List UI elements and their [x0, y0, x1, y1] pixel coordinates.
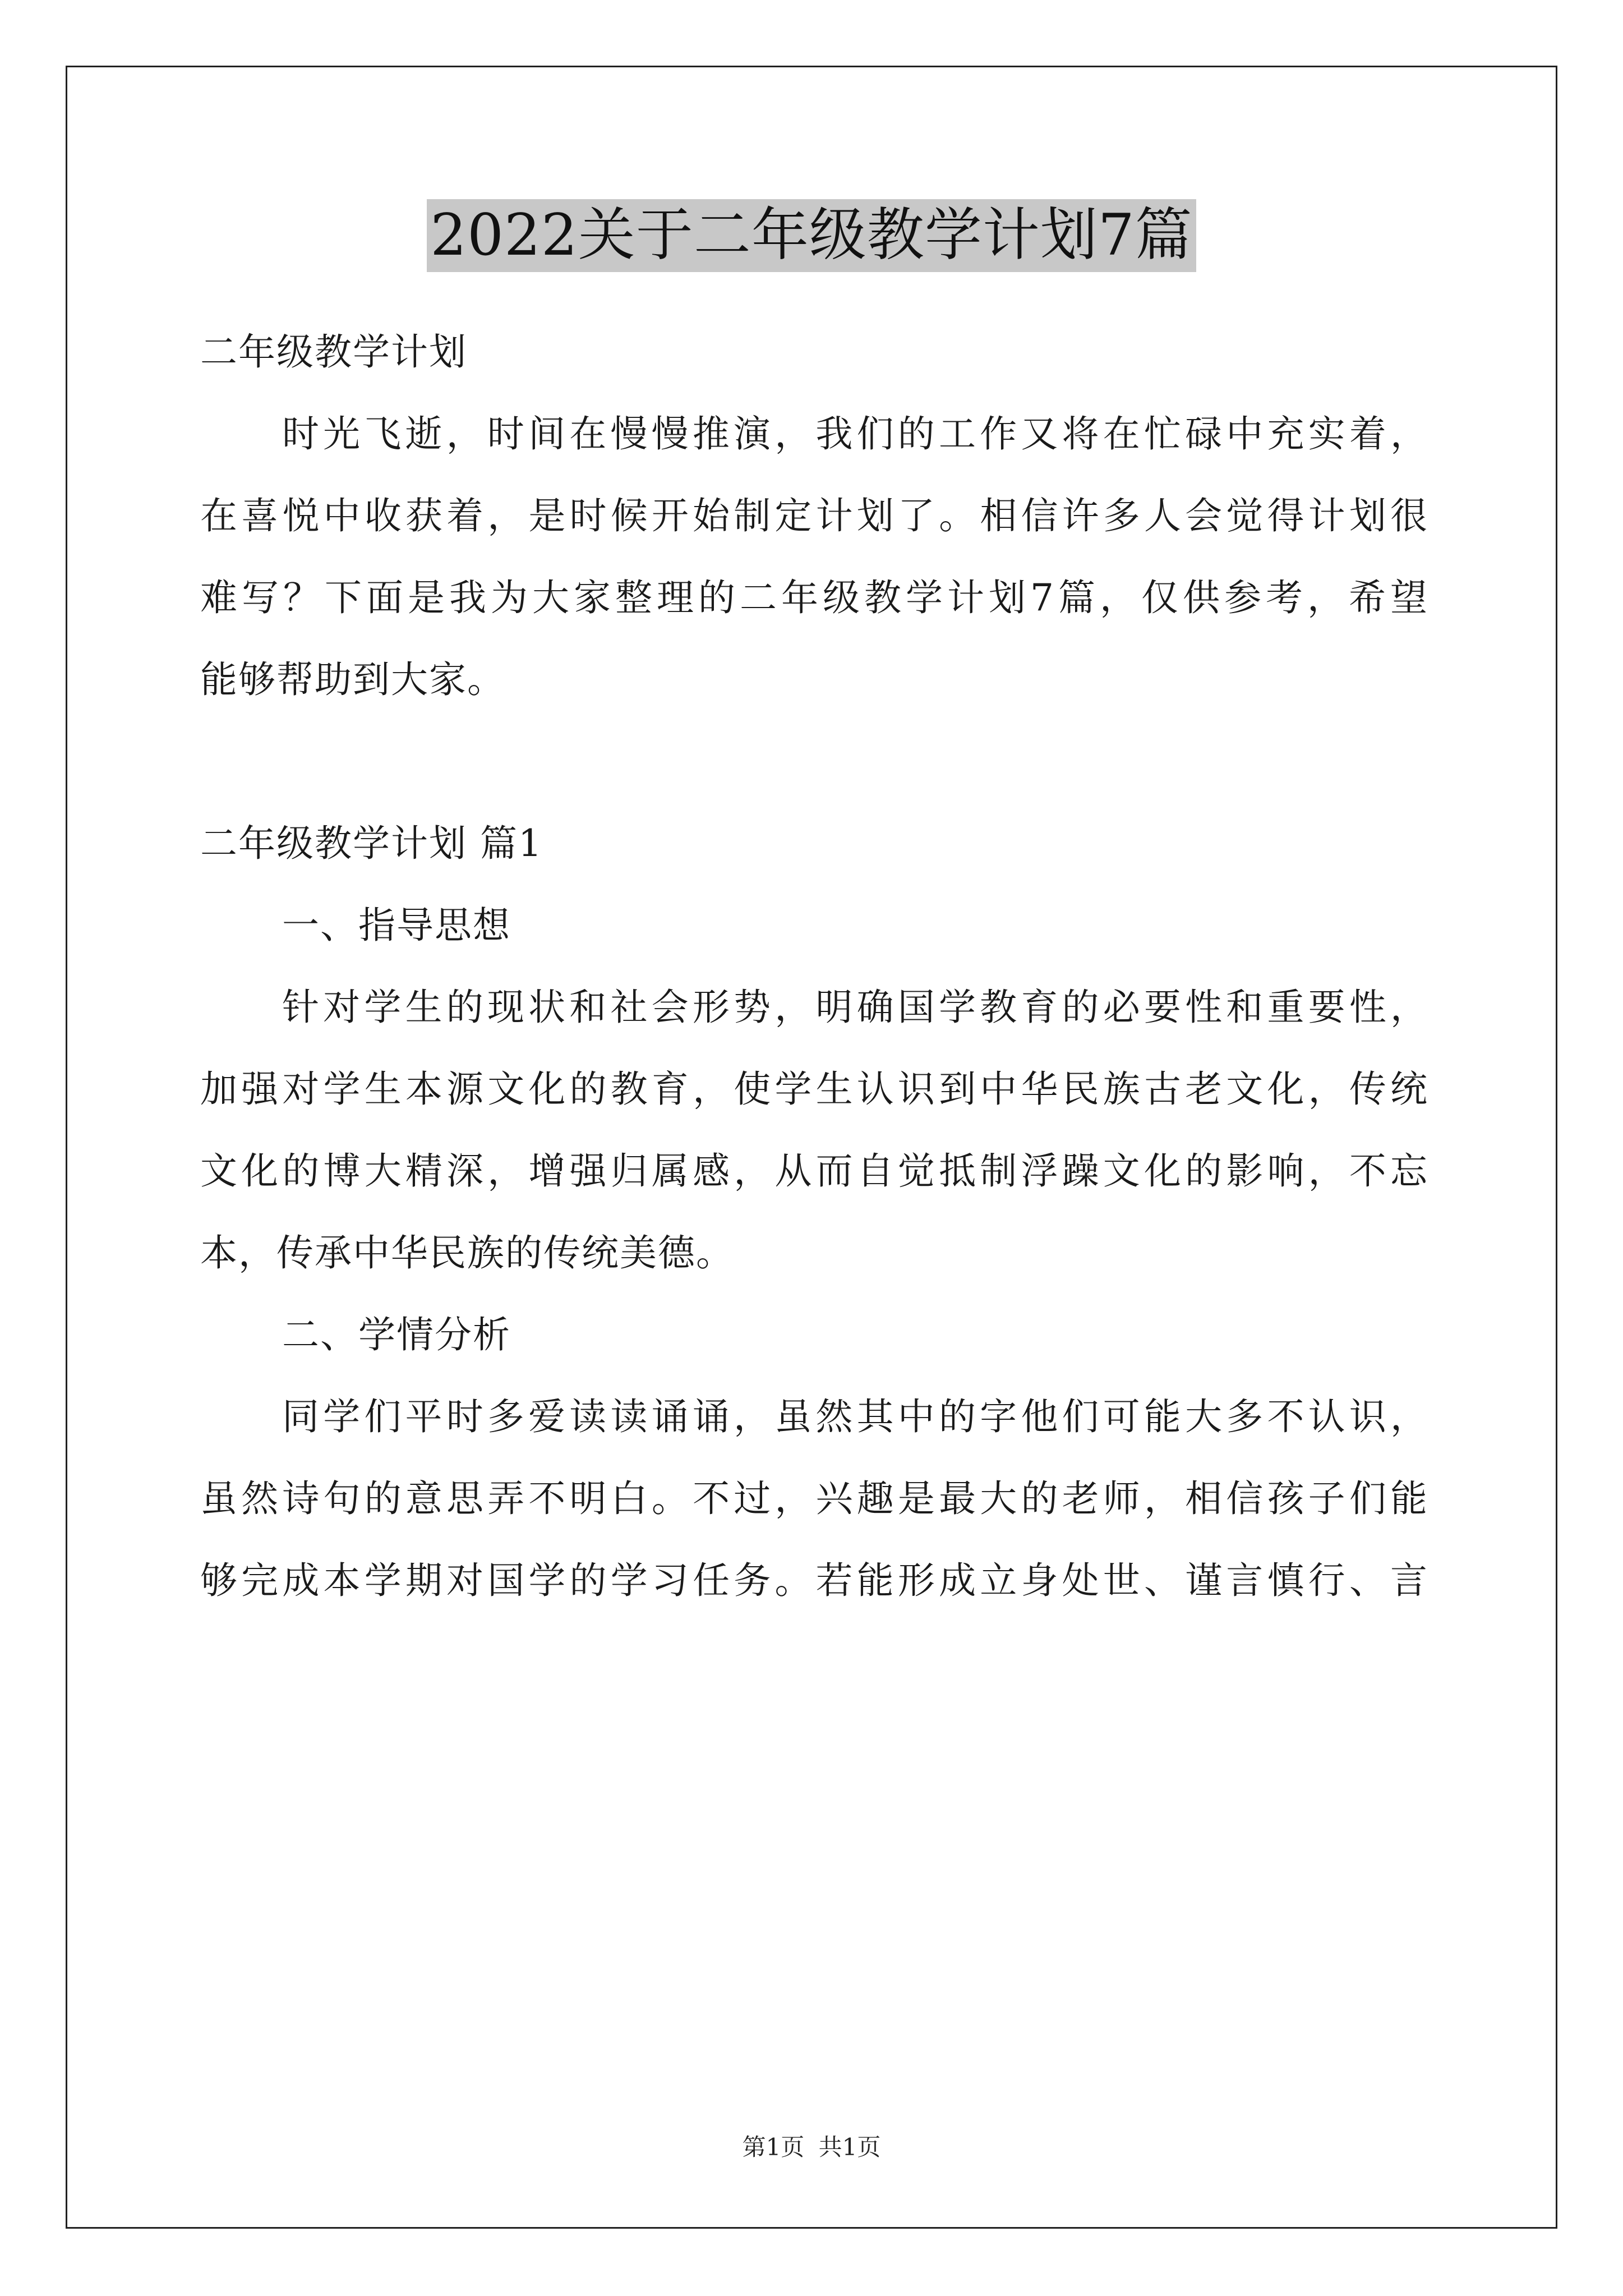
title-container [0, 199, 1623, 272]
document-body [200, 311, 1428, 1622]
part2-paragraph-line: 虽然诗句的意思弄不明白。不过，兴趣是最大的老师，相信孩子们能 [200, 1477, 1428, 1520]
page-total: 共1页 [818, 2133, 881, 2161]
part1-heading: 一、指导思想 [282, 904, 511, 947]
part2-paragraph-line: 够完成本学期对国学的学习任务。若能形成立身处世、谨言慎行、言 [200, 1559, 1428, 1602]
section-spacer [200, 721, 1428, 803]
intro-paragraph-line: 在喜悦中收获着，是时候开始制定计划了。相信许多人会觉得计划很 [200, 494, 1428, 537]
page-number: 第1页 [742, 2133, 805, 2161]
part1-paragraph-line: 本，传承中华民族的传统美德。 [200, 1231, 734, 1274]
intro-paragraph-line: 能够帮助到大家。 [200, 658, 505, 701]
intro-heading: 二年级教学计划 [200, 330, 467, 374]
intro-paragraph-line: 难写？下面是我为大家整理的二年级教学计划7篇，仅供参考，希望 [200, 576, 1428, 619]
part1-paragraph-line: 针对学生的现状和社会形势，明确国学教育的必要性和重要性， [282, 986, 1428, 1029]
intro-paragraph-line: 时光飞逝，时间在慢慢推演，我们的工作又将在忙碌中充实着， [282, 412, 1428, 455]
part1-paragraph-line: 加强对学生本源文化的教育，使学生认识到中华民族古老文化，传统 [200, 1068, 1428, 1111]
part2-heading: 二、学情分析 [282, 1313, 511, 1356]
section-heading: 二年级教学计划 篇1 [200, 822, 543, 865]
document-title: 2022关于二年级教学计划7篇 [427, 199, 1196, 272]
part2-paragraph-line: 同学们平时多爱读读诵诵，虽然其中的字他们可能大多不认识， [282, 1395, 1428, 1438]
page-footer [0, 2129, 1623, 2162]
part1-paragraph-line: 文化的博大精深，增强归属感，从而自觉抵制浮躁文化的影响，不忘 [200, 1149, 1428, 1193]
